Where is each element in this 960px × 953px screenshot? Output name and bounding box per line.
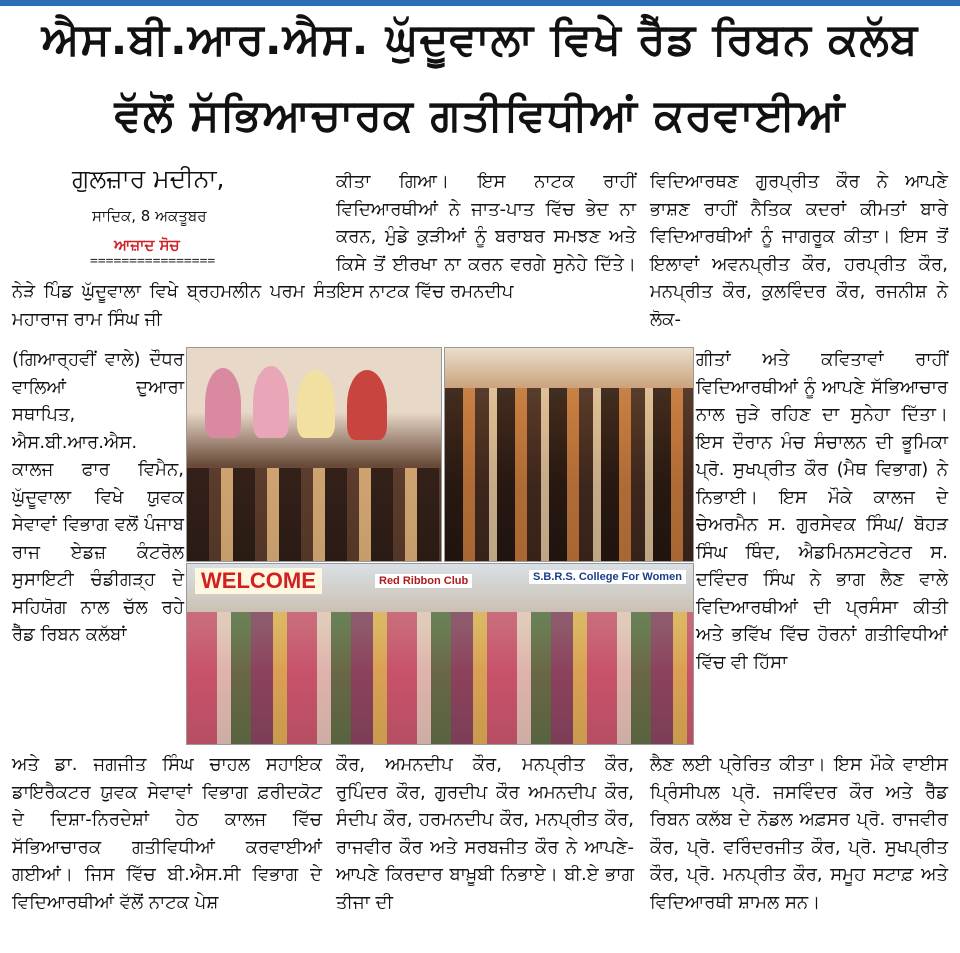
column-c-top-text: ਵਿਦਿਆਰਥਣ ਗੁਰਪ੍ਰੀਤ ਕੌਰ ਨੇ ਆਪਣੇ ਭਾਸ਼ਣ ਰਾਹੀਂ ਨੈਤਿਕ ਕਦਰਾਂ ਕੀਮਤਾਂ ਬਾਰੇ ਵਿਦਿਆਰਥੀਆਂ ਨੂੰ ਜਾਗਰੂਕ ਕੀਤਾ। ਇਸ ਤੋਂ ਇਲਾਵਾਂ ਅਵਨਪ੍ਰੀਤ ਕੌਰ, ਹਰਪ੍ਰੀਤ ਕੌਰ, ਮਨਪ੍ਰੀਤ ਕੌਰ, ਕੁਲਵਿੰਦਰ ਕੌਰ, ਰਜਨੀਸ਼ ਨੇ ਲੋਕ-	[650, 171, 948, 330]
photo-stage-performers	[186, 347, 442, 562]
column-c-side-text: ਗੀਤਾਂ ਅਤੇ ਕਵਿਤਾਵਾਂ ਰਾਹੀਂ ਵਿਦਿਆਰਥੀਆਂ ਨੂੰ ਆਪਣੇ ਸੱਭਿਆਚਾਰ ਨਾਲ ਜੁੜੇ ਰਹਿਣ ਦਾ ਸੁਨੇਹਾ ਦਿੱਤਾ। ਇਸ ਦੌਰਾਨ ਮੰਚ ਸੰਚਾਲਨ ਦੀ ਭੂਮਿਕਾ ਪ੍ਰੋ. ਸੁਖਪ੍ਰੀਤ ਕੌਰ (ਮੈਥ ਵਿਭਾਗ) ਨੇ ਨਿਭਾਈ। ਇਸ ਮੌਕੇ ਕਾਲਜ ਦੇ ਚੇਅਰਮੈਨ ਸ. ਗੁਰਸੇਵਕ ਸਿੰਘ/ ਬੋਹੜ ਸਿੰਘ ਥਿੰਦ, ਐਡਮਿਨਸਟਰੇਟਰ ਸ. ਦਵਿੰਦਰ ਸਿੰਘ ਨੇ ਭਾਗ ਲੈਣ ਵਾਲੇ ਵਿਦਿਆਰਥੀਆਂ ਦੀ ਪ੍ਰਸੰਸਾ ਕੀਤੀ ਅਤੇ ਭਵਿੱਖ ਵਿੱਚ ਹੋਰਨਾਂ ਗਤੀਵਿਧੀਆਂ ਵਿੱਚ ਵੀ ਹਿੱਸਾ	[696, 349, 948, 673]
column-b-top-text: ਕੀਤਾ ਗਿਆ। ਇਸ ਨਾਟਕ ਰਾਹੀਂ ਵਿਦਿਆਰਥੀਆਂ ਨੇ ਜਾਤ-ਪਾਤ ਵਿੱਚ ਭੇਦ ਨਾ ਕਰਨ, ਮੁੰਡੇ ਕੁੜੀਆਂ ਨੂੰ ਬਰਾਬਰ ਸਮਝਣ ਅਤੇ ਕਿਸੇ ਤੋਂ ਈਰਖਾ ਨਾ ਕਰਨ ਵਰਗੇ ਸੁਨੇਹੇ ਦਿੱਤੇ। ਇਸ ਨਾਟਕ ਵਿੱਚ ਰਮਨਦੀਪ	[336, 171, 636, 302]
banner-college-name: S.B.R.S. College For Women	[529, 570, 686, 584]
photo-audience	[444, 347, 694, 562]
top-accent-bar	[0, 0, 960, 6]
photo-group-banner	[186, 563, 694, 745]
column-a-top-text: ਨੇੜੇ ਪਿੰਡ ਘੁੱਦੂਵਾਲਾ ਵਿਖੇ ਬ੍ਰਹਮਲੀਨ ਪਰਮ ਸੰਤ ਮਹਾਰਾਜ ਰਾਮ ਸਿੰਘ ਜੀ	[12, 281, 337, 330]
byline-author: ਗੁਲਜ਼ਾਰ ਮਦੀਨਾ,	[72, 164, 225, 193]
column-c-bottom-text: ਲੈਣ ਲਈ ਪ੍ਰੇਰਿਤ ਕੀਤਾ। ਇਸ ਮੌਕੇ ਵਾਈਸ ਪ੍ਰਿੰਸੀਪਲ ਪ੍ਰੋ. ਜਸਵਿੰਦਰ ਕੌਰ ਅਤੇ ਰੈੱਡ ਰਿਬਨ ਕਲੱਬ ਦੇ ਨੋਡਲ ਅਫ਼ਸਰ ਪ੍ਰੋ. ਰਾਜਵੀਰ ਕੌਰ, ਪ੍ਰੋ. ਵਰਿੰਦਰਜੀਤ ਕੌਰ, ਪ੍ਰੋ. ਸੁਖਪ੍ਰੀਤ ਕੌਰ, ਪ੍ਰੋ. ਮਨਪ੍ਰੀਤ ਕੌਰ, ਸਮੂਹ ਸਟਾਫ਼ ਅਤੇ ਵਿਦਿਆਰਥੀ ਸ਼ਾਮਲ ਸਨ।	[650, 754, 948, 913]
banner-red-ribbon-club: Red Ribbon Club	[375, 574, 472, 588]
dateline: ਸਾਦਿਕ, 8 ਅਕਤੂਬਰ	[92, 207, 207, 225]
column-a-bottom-text: ਅਤੇ ਡਾ. ਜਗਜੀਤ ਸਿੰਘ ਚਾਹਲ ਸਹਾਇਕ ਡਾਇਰੈਕਟਰ ਯੁਵਕ ਸੇਵਾਵਾਂ ਵਿਭਾਗ ਫ਼ਰੀਦਕੋਟ ਦੇ ਦਿਸ਼ਾ-ਨਿਰਦੇਸ਼ਾਂ ਹੇਠ ਕਾਲਜ ਵਿੱਚ ਸੱਭਿਆਚਾਰਕ ਗਤੀਵਿਧੀਆਂ ਕਰਵਾਈਆਂ ਗਈਆਂ। ਜਿਸ ਵਿੱਚ ਬੀ.ਐਸ.ਸੀ ਵਿਭਾਗ ਦੇ ਵਿਦਿਆਰਥੀਆਂ ਵੱਲੋਂ ਨਾਟਕ ਪੇਸ਼	[12, 754, 322, 913]
headline-line-2: ਵੱਲੋਂ ਸੱਭਿਆਚਾਰਕ ਗਤੀਵਿਧੀਆਂ ਕਰਵਾਈਆਂ	[114, 90, 846, 141]
headline-line-1: ਐਸ.ਬੀ.ਆਰ.ਐਸ. ਘੁੱਦੂਵਾਲਾ ਵਿਖੇ ਰੈੱਡ ਰਿਬਨ ਕਲੱਬ	[41, 14, 919, 65]
banner-welcome: WELCOME	[195, 568, 322, 594]
column-b-bottom-text: ਕੌਰ, ਅਮਨਦੀਪ ਕੌਰ, ਮਨਪ੍ਰੀਤ ਕੌਰ, ਰੁਪਿੰਦਰ ਕੌਰ, ਗੁਰਦੀਪ ਕੌਰ ਅਮਨਦੀਪ ਕੌਰ, ਸੰਦੀਪ ਕੌਰ, ਹਰਮਨਦੀਪ ਕੌਰ, ਮਨਪ੍ਰੀਤ ਕੌਰ, ਰਾਜਵੀਰ ਕੌਰ ਅਤੇ ਸਰਬਜੀਤ ਕੌਰ ਨੇ ਆਪਣੇ-ਆਪਣੇ ਕਿਰਦਾਰ ਬਾਖ਼ੂਬੀ ਨਿਭਾਏ। ਬੀ.ਏ ਭਾਗ ਤੀਜਾ ਦੀ	[336, 754, 634, 913]
source-logo: ਆਜ਼ਾਦ ਸੋਚ	[114, 236, 180, 254]
separator-rule: ================	[90, 254, 216, 269]
column-a-side-text: (ਗਿਆਰ੍ਹਵੀਂ ਵਾਲੇ) ਦੌਧਰ ਵਾਲਿਆਂ ਦੁਆਰਾ ਸਥਾਪਿਤ, ਐਸ.ਬੀ.ਆਰ.ਐਸ. ਕਾਲਜ ਫਾਰ ਵਿਮੈਨ, ਘੁੱਦੂਵਾਲਾ ਵਿਖੇ ਯੁਵਕ ਸੇਵਾਵਾਂ ਵਿਭਾਗ ਵਲੋਂ ਪੰਜਾਬ ਰਾਜ ਏਡਜ਼ ਕੰਟਰੋਲ ਸੁਸਾਇਟੀ ਚੰਡੀਗੜ੍ਹ ਦੇ ਸਹਿਯੋਗ ਨਾਲ ਚੱਲ ਰਹੇ ਰੈੱਡ ਰਿਬਨ ਕਲੱਬਾਂ	[12, 349, 184, 645]
